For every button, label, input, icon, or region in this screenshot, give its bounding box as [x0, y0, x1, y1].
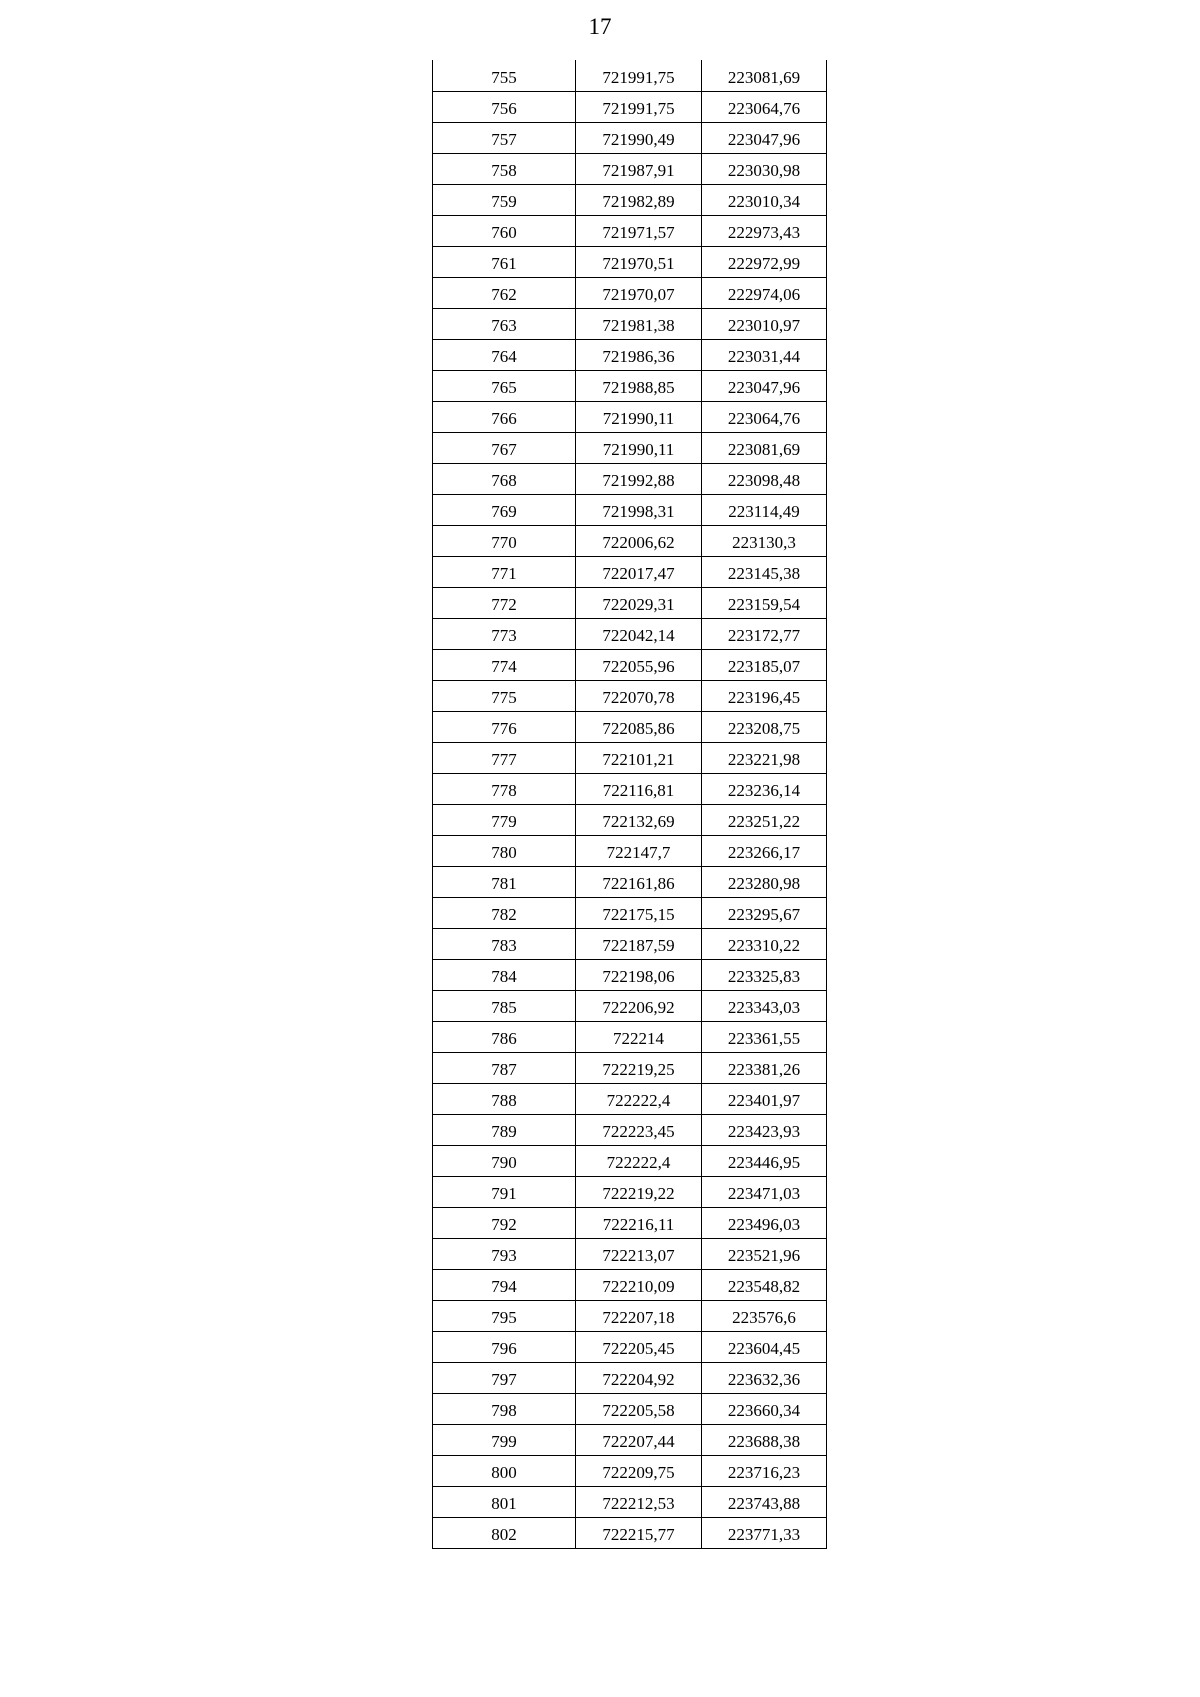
x-coordinate-cell: 722207,18 [576, 1300, 702, 1331]
x-coordinate-cell: 722222,4 [576, 1145, 702, 1176]
point-number-cell: 774 [433, 649, 576, 680]
x-coordinate-cell: 722006,62 [576, 525, 702, 556]
point-number-cell: 756 [433, 91, 576, 122]
y-coordinate-cell: 223446,95 [702, 1145, 827, 1176]
table-row [433, 1021, 827, 1052]
point-number-cell: 798 [433, 1393, 576, 1424]
x-coordinate-cell: 722116,81 [576, 773, 702, 804]
table-row [433, 1393, 827, 1424]
table-row [433, 1052, 827, 1083]
table-row [433, 1300, 827, 1331]
point-number-cell: 790 [433, 1145, 576, 1176]
y-coordinate-cell: 223423,93 [702, 1114, 827, 1145]
y-coordinate-cell: 223280,98 [702, 866, 827, 897]
table-row [433, 525, 827, 556]
point-number-cell: 760 [433, 215, 576, 246]
point-number-cell: 795 [433, 1300, 576, 1331]
x-coordinate-cell: 721990,11 [576, 432, 702, 463]
y-coordinate-cell: 223010,34 [702, 184, 827, 215]
x-coordinate-cell: 721982,89 [576, 184, 702, 215]
x-coordinate-cell: 722209,75 [576, 1455, 702, 1486]
x-coordinate-cell: 722219,25 [576, 1052, 702, 1083]
table-row [433, 1486, 827, 1517]
table-row [433, 804, 827, 835]
point-number-cell: 758 [433, 153, 576, 184]
table-row [433, 246, 827, 277]
table-row [433, 1114, 827, 1145]
point-number-cell: 772 [433, 587, 576, 618]
table-row [433, 773, 827, 804]
table-row [433, 742, 827, 773]
point-number-cell: 785 [433, 990, 576, 1021]
x-coordinate-cell: 722029,31 [576, 587, 702, 618]
table-row [433, 339, 827, 370]
point-number-cell: 766 [433, 401, 576, 432]
table-row [433, 122, 827, 153]
table-row [433, 308, 827, 339]
table-row [433, 1362, 827, 1393]
point-number-cell: 770 [433, 525, 576, 556]
x-coordinate-cell: 721986,36 [576, 339, 702, 370]
point-number-cell: 769 [433, 494, 576, 525]
y-coordinate-cell: 223114,49 [702, 494, 827, 525]
table-row [433, 556, 827, 587]
x-coordinate-cell: 721970,51 [576, 246, 702, 277]
y-coordinate-cell: 223716,23 [702, 1455, 827, 1486]
point-number-cell: 779 [433, 804, 576, 835]
table-row [433, 370, 827, 401]
table-row [433, 60, 827, 91]
y-coordinate-cell: 223185,07 [702, 649, 827, 680]
x-coordinate-cell: 721998,31 [576, 494, 702, 525]
table-row [433, 432, 827, 463]
y-coordinate-cell: 223632,36 [702, 1362, 827, 1393]
table-row [433, 587, 827, 618]
table-row [433, 1269, 827, 1300]
table-row [433, 463, 827, 494]
x-coordinate-cell: 722210,09 [576, 1269, 702, 1300]
point-number-cell: 787 [433, 1052, 576, 1083]
x-coordinate-cell: 722215,77 [576, 1517, 702, 1548]
point-number-cell: 792 [433, 1207, 576, 1238]
y-coordinate-cell: 223081,69 [702, 432, 827, 463]
point-number-cell: 796 [433, 1331, 576, 1362]
point-number-cell: 762 [433, 277, 576, 308]
y-coordinate-cell: 223471,03 [702, 1176, 827, 1207]
point-number-cell: 759 [433, 184, 576, 215]
y-coordinate-cell: 222973,43 [702, 215, 827, 246]
page-number: 17 [588, 14, 612, 39]
point-number-cell: 764 [433, 339, 576, 370]
y-coordinate-cell: 222972,99 [702, 246, 827, 277]
point-number-cell: 783 [433, 928, 576, 959]
x-coordinate-cell: 722132,69 [576, 804, 702, 835]
x-coordinate-cell: 721990,49 [576, 122, 702, 153]
x-coordinate-cell: 722214 [576, 1021, 702, 1052]
table-row [433, 618, 827, 649]
y-coordinate-cell: 223266,17 [702, 835, 827, 866]
x-coordinate-cell: 721992,88 [576, 463, 702, 494]
point-number-cell: 788 [433, 1083, 576, 1114]
table-row [433, 680, 827, 711]
point-number-cell: 781 [433, 866, 576, 897]
y-coordinate-cell: 223208,75 [702, 711, 827, 742]
table-row [433, 1331, 827, 1362]
y-coordinate-cell: 223030,98 [702, 153, 827, 184]
table-row [433, 277, 827, 308]
point-number-cell: 789 [433, 1114, 576, 1145]
y-coordinate-cell: 223381,26 [702, 1052, 827, 1083]
table-row [433, 1083, 827, 1114]
x-coordinate-cell: 722205,58 [576, 1393, 702, 1424]
y-coordinate-cell: 223401,97 [702, 1083, 827, 1114]
table-row [433, 959, 827, 990]
y-coordinate-cell: 223130,3 [702, 525, 827, 556]
table-row [433, 1145, 827, 1176]
x-coordinate-cell: 722187,59 [576, 928, 702, 959]
point-number-cell: 755 [433, 60, 576, 91]
x-coordinate-cell: 722101,21 [576, 742, 702, 773]
x-coordinate-cell: 722070,78 [576, 680, 702, 711]
x-coordinate-cell: 722204,92 [576, 1362, 702, 1393]
x-coordinate-cell: 721990,11 [576, 401, 702, 432]
point-number-cell: 794 [433, 1269, 576, 1300]
point-number-cell: 797 [433, 1362, 576, 1393]
x-coordinate-cell: 722219,22 [576, 1176, 702, 1207]
point-number-cell: 793 [433, 1238, 576, 1269]
point-number-cell: 776 [433, 711, 576, 742]
x-coordinate-cell: 722207,44 [576, 1424, 702, 1455]
y-coordinate-cell: 223159,54 [702, 587, 827, 618]
point-number-cell: 780 [433, 835, 576, 866]
table-row [433, 835, 827, 866]
table-row [433, 866, 827, 897]
table-row [433, 711, 827, 742]
x-coordinate-cell: 722198,06 [576, 959, 702, 990]
y-coordinate-cell: 223031,44 [702, 339, 827, 370]
y-coordinate-cell: 223251,22 [702, 804, 827, 835]
y-coordinate-cell: 223196,45 [702, 680, 827, 711]
y-coordinate-cell: 223743,88 [702, 1486, 827, 1517]
point-number-cell: 801 [433, 1486, 576, 1517]
table-row [433, 401, 827, 432]
point-number-cell: 767 [433, 432, 576, 463]
coordinates-table [432, 60, 827, 1549]
y-coordinate-cell: 223145,38 [702, 556, 827, 587]
table-row [433, 91, 827, 122]
y-coordinate-cell: 223325,83 [702, 959, 827, 990]
table-row [433, 1238, 827, 1269]
y-coordinate-cell: 223343,03 [702, 990, 827, 1021]
x-coordinate-cell: 722205,45 [576, 1331, 702, 1362]
point-number-cell: 791 [433, 1176, 576, 1207]
table-row [433, 184, 827, 215]
point-number-cell: 763 [433, 308, 576, 339]
point-number-cell: 761 [433, 246, 576, 277]
y-coordinate-cell: 223604,45 [702, 1331, 827, 1362]
point-number-cell: 757 [433, 122, 576, 153]
x-coordinate-cell: 722216,11 [576, 1207, 702, 1238]
x-coordinate-cell: 722161,86 [576, 866, 702, 897]
y-coordinate-cell: 223098,48 [702, 463, 827, 494]
x-coordinate-cell: 722175,15 [576, 897, 702, 928]
table-row [433, 1455, 827, 1486]
point-number-cell: 775 [433, 680, 576, 711]
x-coordinate-cell: 722206,92 [576, 990, 702, 1021]
point-number-cell: 768 [433, 463, 576, 494]
y-coordinate-cell: 223064,76 [702, 401, 827, 432]
point-number-cell: 771 [433, 556, 576, 587]
table-body [433, 60, 827, 1548]
table-row [433, 928, 827, 959]
point-number-cell: 799 [433, 1424, 576, 1455]
y-coordinate-cell: 223660,34 [702, 1393, 827, 1424]
table-row [433, 1207, 827, 1238]
point-number-cell: 784 [433, 959, 576, 990]
y-coordinate-cell: 223576,6 [702, 1300, 827, 1331]
x-coordinate-cell: 721991,75 [576, 60, 702, 91]
x-coordinate-cell: 722147,7 [576, 835, 702, 866]
y-coordinate-cell: 223047,96 [702, 122, 827, 153]
table-row [433, 1517, 827, 1548]
table-row [433, 153, 827, 184]
point-number-cell: 802 [433, 1517, 576, 1548]
y-coordinate-cell: 223496,03 [702, 1207, 827, 1238]
y-coordinate-cell: 223548,82 [702, 1269, 827, 1300]
x-coordinate-cell: 722085,86 [576, 711, 702, 742]
point-number-cell: 786 [433, 1021, 576, 1052]
x-coordinate-cell: 722055,96 [576, 649, 702, 680]
y-coordinate-cell: 223081,69 [702, 60, 827, 91]
x-coordinate-cell: 722042,14 [576, 618, 702, 649]
x-coordinate-cell: 722222,4 [576, 1083, 702, 1114]
y-coordinate-cell: 222974,06 [702, 277, 827, 308]
table-row [433, 494, 827, 525]
y-coordinate-cell: 223172,77 [702, 618, 827, 649]
y-coordinate-cell: 223221,98 [702, 742, 827, 773]
point-number-cell: 782 [433, 897, 576, 928]
y-coordinate-cell: 223010,97 [702, 308, 827, 339]
x-coordinate-cell: 721991,75 [576, 91, 702, 122]
y-coordinate-cell: 223236,14 [702, 773, 827, 804]
x-coordinate-cell: 722213,07 [576, 1238, 702, 1269]
y-coordinate-cell: 223688,38 [702, 1424, 827, 1455]
point-number-cell: 778 [433, 773, 576, 804]
y-coordinate-cell: 223047,96 [702, 370, 827, 401]
point-number-cell: 800 [433, 1455, 576, 1486]
x-coordinate-cell: 722212,53 [576, 1486, 702, 1517]
table-row [433, 649, 827, 680]
y-coordinate-cell: 223295,67 [702, 897, 827, 928]
y-coordinate-cell: 223310,22 [702, 928, 827, 959]
x-coordinate-cell: 721971,57 [576, 215, 702, 246]
y-coordinate-cell: 223361,55 [702, 1021, 827, 1052]
x-coordinate-cell: 721987,91 [576, 153, 702, 184]
y-coordinate-cell: 223064,76 [702, 91, 827, 122]
point-number-cell: 765 [433, 370, 576, 401]
x-coordinate-cell: 721970,07 [576, 277, 702, 308]
point-number-cell: 773 [433, 618, 576, 649]
x-coordinate-cell: 722223,45 [576, 1114, 702, 1145]
table-row [433, 990, 827, 1021]
table-row [433, 897, 827, 928]
x-coordinate-cell: 721988,85 [576, 370, 702, 401]
y-coordinate-cell: 223771,33 [702, 1517, 827, 1548]
table-row [433, 1424, 827, 1455]
point-number-cell: 777 [433, 742, 576, 773]
table-row [433, 1176, 827, 1207]
x-coordinate-cell: 721981,38 [576, 308, 702, 339]
y-coordinate-cell: 223521,96 [702, 1238, 827, 1269]
x-coordinate-cell: 722017,47 [576, 556, 702, 587]
table-row [433, 215, 827, 246]
